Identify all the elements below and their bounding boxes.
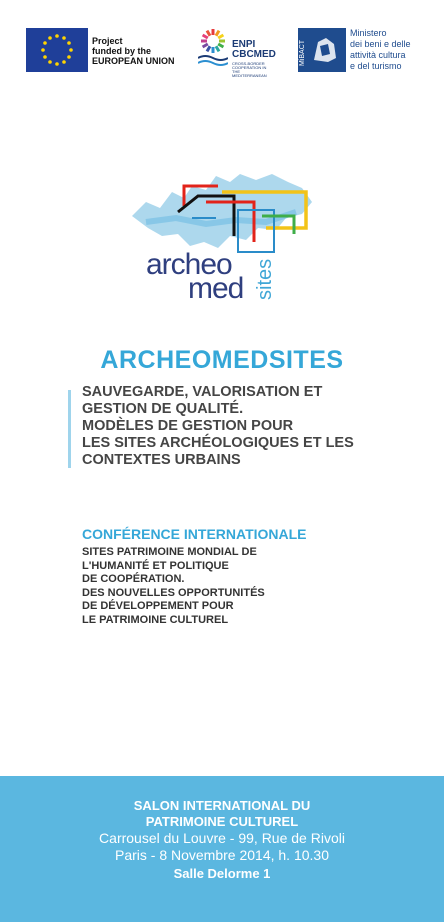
mibac-box-label: MiBACT xyxy=(299,39,306,66)
eu-line-2: funded by the xyxy=(92,46,151,56)
mibac-line-3: attività cultura xyxy=(350,50,406,60)
eu-line-3: EUROPEAN UNION xyxy=(92,56,175,66)
enpi-line-1: ENPI xyxy=(232,39,256,50)
conference-line: LE PATRIMOINE CULTUREL xyxy=(82,613,229,626)
subtitle-line: GESTION DE QUALITÉ. xyxy=(82,401,244,417)
eu-line-1: Project xyxy=(92,36,123,46)
subtitle-line: CONTEXTES URBAINS xyxy=(82,452,241,468)
event-date-time: Paris - 8 Novembre 2014, h. 10.30 xyxy=(114,847,329,863)
mibac-text xyxy=(350,28,411,72)
enpi-sun-icon xyxy=(200,28,226,54)
conference-title: CONFÉRENCE INTERNATIONALE xyxy=(82,526,307,542)
conference-line: L'HUMANITÉ ET POLITIQUE xyxy=(82,559,229,572)
header-logos xyxy=(26,28,426,76)
footer-band xyxy=(0,776,444,922)
subtitle-line: LES SITES ARCHÉOLOGIQUES ET LES xyxy=(82,435,354,451)
enpi-line-2: CBCMED xyxy=(232,49,276,60)
conference-line: DES NOUVELLES OPPORTUNITÉS xyxy=(82,586,265,599)
logo-word-med: med xyxy=(188,272,244,305)
mibac-line-4: e del turismo xyxy=(350,61,402,71)
event-venue-line-1: SALON INTERNATIONAL DU xyxy=(133,798,311,813)
conference-description xyxy=(82,546,382,627)
event-room: Salle Delorme 1 xyxy=(173,866,271,881)
subtitle-line: MODÈLES DE GESTION POUR xyxy=(82,418,294,434)
conference-line: DE DÉVELOPPEMENT POUR xyxy=(82,600,234,612)
mibac-line-1: Ministero xyxy=(350,28,387,38)
conference-line: SITES PATRIMOINE MONDIAL DE xyxy=(82,546,257,558)
logo-word-sites: sites xyxy=(254,258,276,300)
event-details xyxy=(0,798,444,882)
event-venue-line-2: PATRIMOINE CULTUREL xyxy=(145,814,299,829)
mediterranean-map-icon xyxy=(126,162,322,262)
enpi-waves-icon xyxy=(198,54,228,68)
page-title: ARCHEOMEDSITES xyxy=(100,346,344,374)
enpi-text xyxy=(232,40,276,60)
mibac-line-2: dei beni e delle xyxy=(350,39,411,49)
enpi-small-text: CROSS-BORDER COOPERATION IN THE MEDITERRANEAN xyxy=(232,61,267,78)
event-address: Carrousel du Louvre - 99, Rue de Rivoli xyxy=(99,830,345,846)
mibac-logo xyxy=(298,28,346,72)
eu-funding-text xyxy=(92,36,175,66)
subtitle xyxy=(82,384,402,469)
conference-line: DE COOPÉRATION. xyxy=(82,573,185,585)
logo-word-archeo: archeo xyxy=(146,248,232,281)
eu-flag-icon xyxy=(26,28,88,72)
subtitle-accent-bar xyxy=(68,390,71,468)
subtitle-line: SAUVEGARDE, VALORISATION ET xyxy=(82,384,323,400)
